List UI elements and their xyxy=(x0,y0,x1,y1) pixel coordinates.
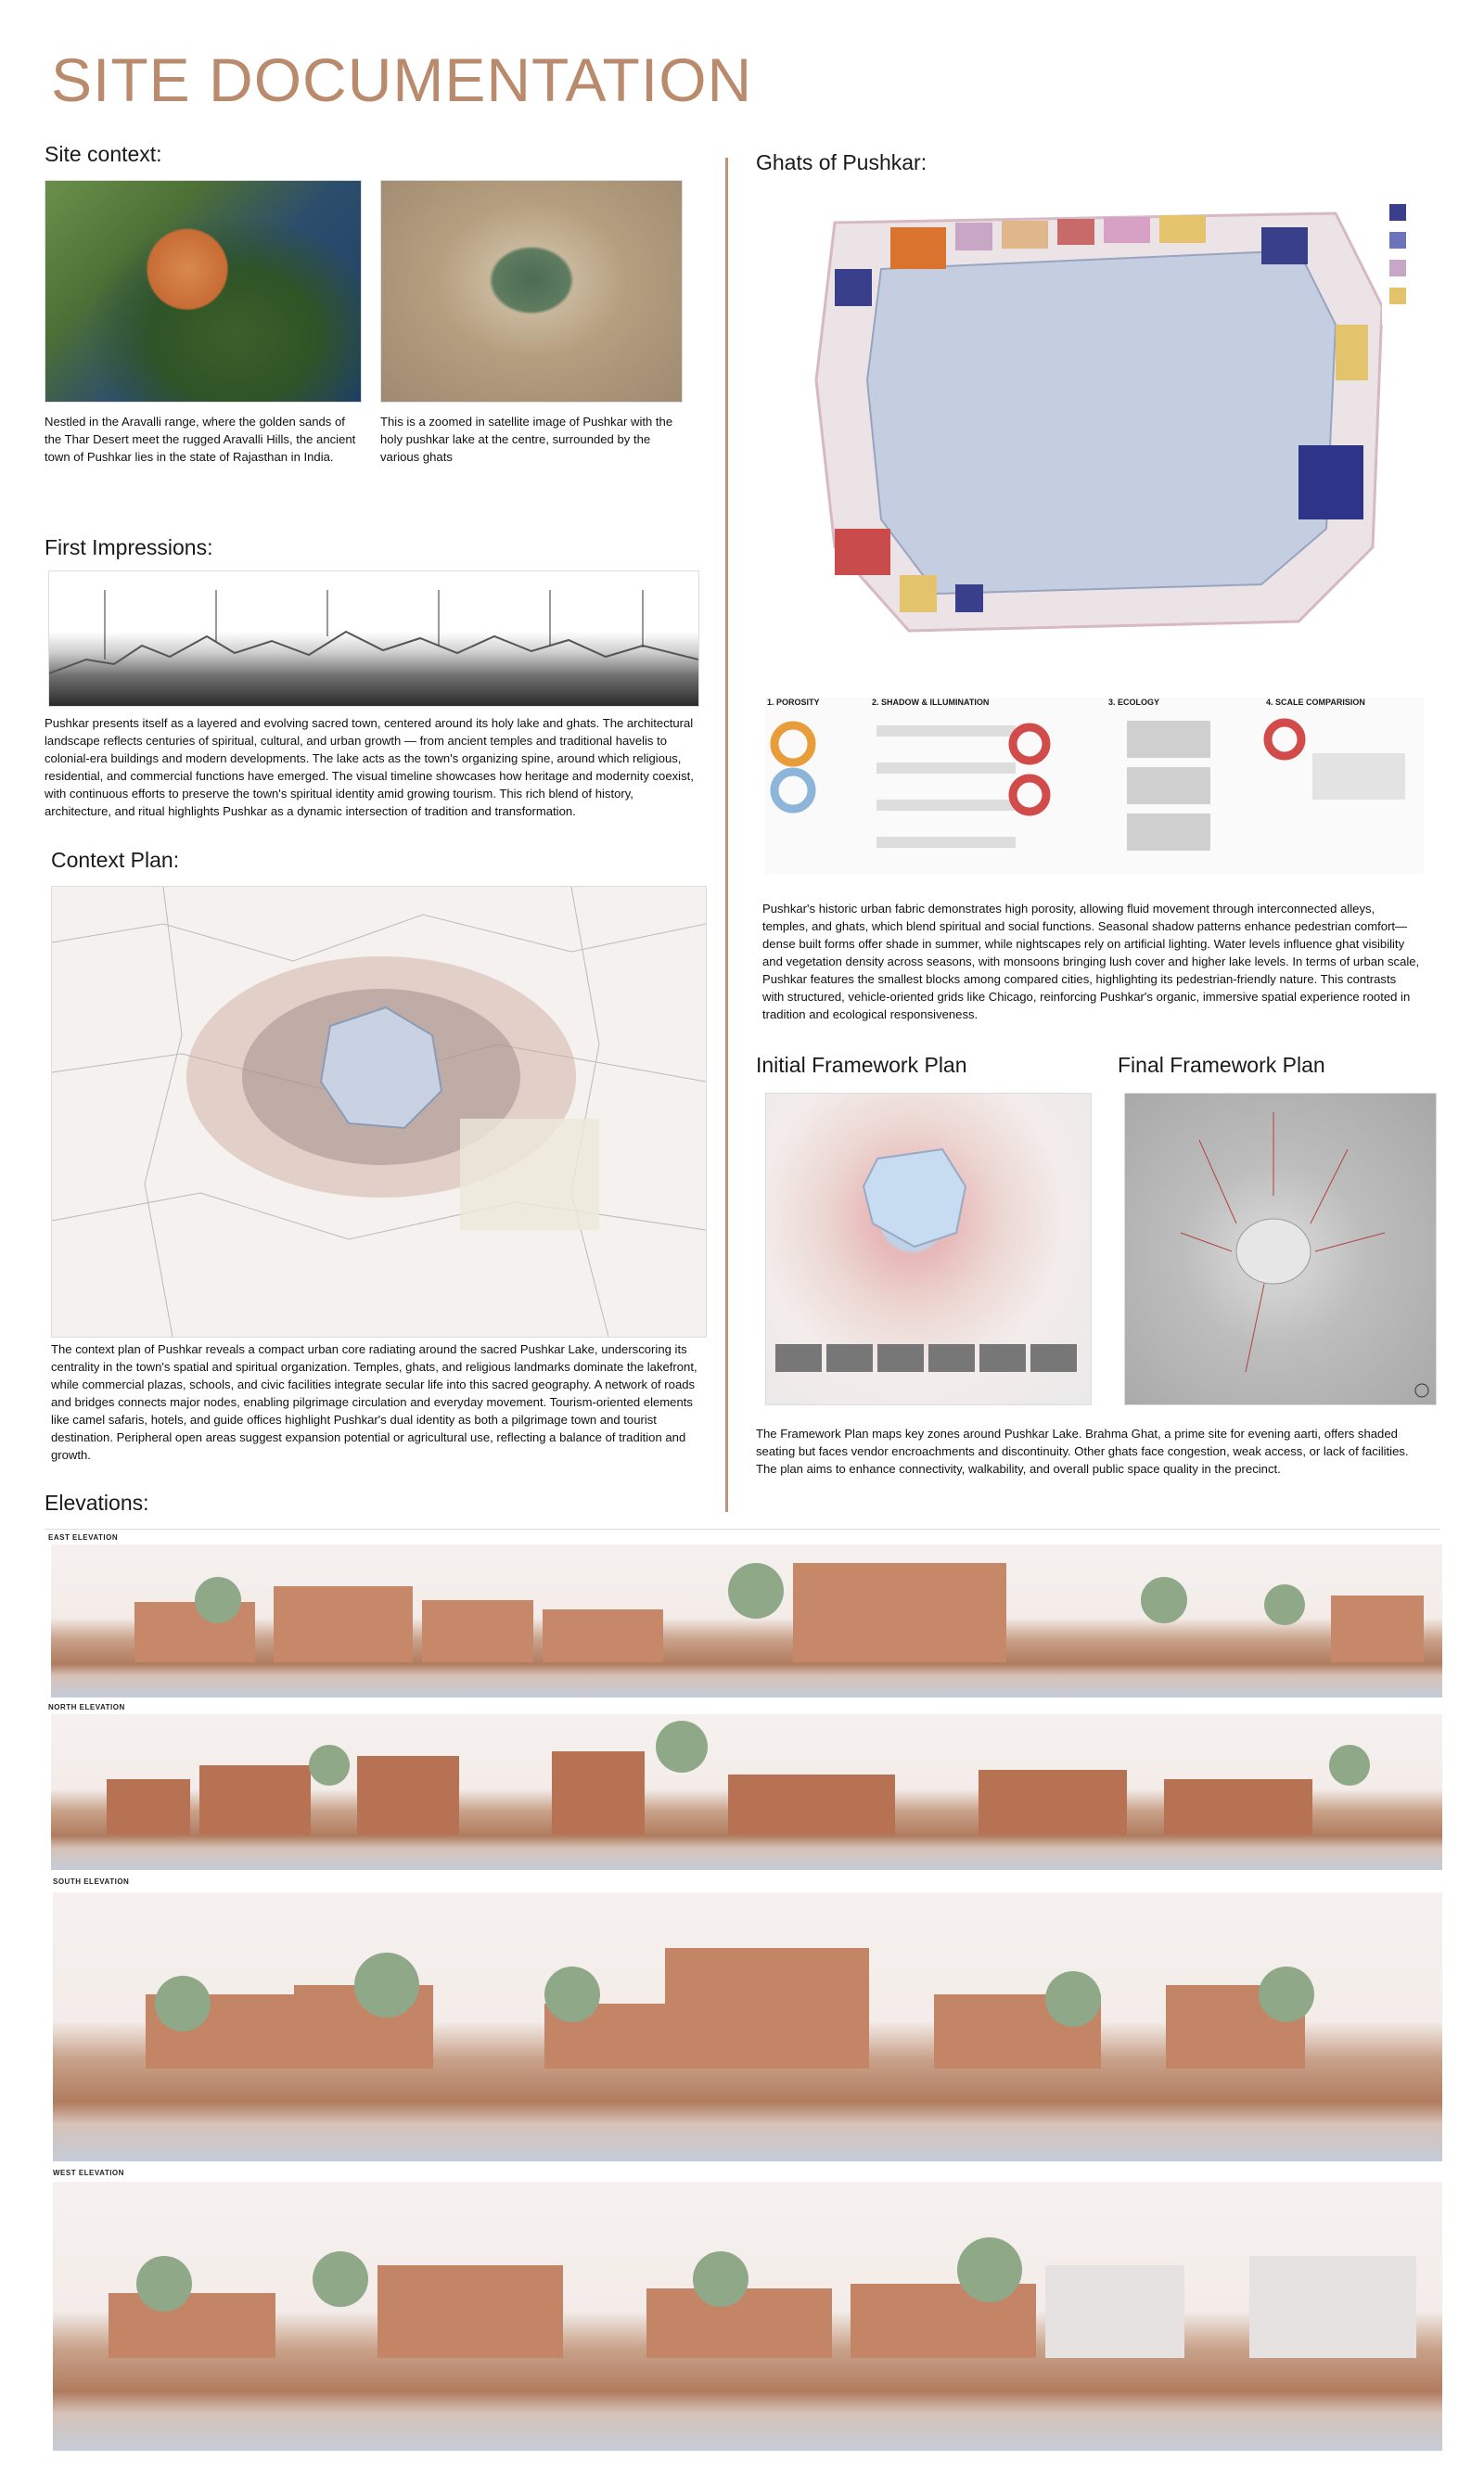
north-elevation-image xyxy=(51,1714,1442,1870)
north-elevation-label: NORTH ELEVATION xyxy=(48,1703,125,1711)
skyline-sketch xyxy=(49,571,698,706)
final-framework-heading: Final Framework Plan xyxy=(1118,1053,1325,1077)
column-divider xyxy=(725,158,728,1512)
ghats-paragraph: Pushkar's historic urban fabric demonstrates high porosity, allowing fluid movement through interconnected alleys, temples, and ghats, which blend spiritual and social functions. Seasonal shadow patterns enhance pedestrian comfort—dense built forms offer shade in summer, while nightscapes rely on artificial lighting. Water levels influence ghat visibility and vegetation density across seasons, with monsoons bringing lush cover and higher lake levels. In terms of urban scale, Pushkar features the smallest blocks among compared cities, highlighting its pedestrian-friendly nature. This contrasts with structured, vehicle-oriented grids like Chicago, reinforcing Pushkar's organic, immersive spatial experience rooted in tradition and ecological responsiveness. xyxy=(762,902,1420,1021)
east-elevation-drawing xyxy=(51,1544,1442,1698)
site-context-caption-left: Nestled in the Aravalli range, where the golden sands of the Thar Desert meet the rugged Aravalli Hills, the ancient town of Pushkar lies in the state of Rajasthan in India. xyxy=(45,415,356,464)
india-map-image xyxy=(45,180,362,403)
analysis-graphics xyxy=(765,698,1424,874)
analysis-title-ecology: 3. ECOLOGY xyxy=(1108,698,1160,707)
context-plan-image xyxy=(51,886,707,1338)
analysis-title-scale: 4. SCALE COMPARISION xyxy=(1266,698,1365,707)
west-elevation-drawing xyxy=(53,2182,1442,2451)
analysis-panel xyxy=(765,698,1424,874)
first-impressions-paragraph: Pushkar presents itself as a layered and evolving sacred town, centered around its holy lake and ghats. The architectural landscape reflects centuries of spiritual, cultural, and urban growth — from ancient temples and traditional havelis to colonial-era buildings and modern developments. The lake acts as the town's organizing spine, around which religious, residential, and commercial functions have emerged. The visual timeline showcases how heritage and modernity coexist, with continuous efforts to preserve the town's spiritual identity amid growing tourism. This rich blend of history, architecture, and ritual highlights Pushkar as a dynamic intersection of tradition and transformation. xyxy=(45,716,694,818)
framework-paragraph: The Framework Plan maps key zones around Pushkar Lake. Brahma Ghat, a prime site for evening aarti, offers shaded seating but faces vendor encroachments and discontinuity. Other ghats face congestion, weak access, or lack of facilities. The plan aims to enhance connectivity, walkability, and overall public space quality in the precinct. xyxy=(756,1427,1409,1476)
east-elevation-image xyxy=(51,1544,1442,1698)
first-impressions-heading: First Impressions: xyxy=(45,535,213,559)
site-context-heading: Site context: xyxy=(45,142,162,166)
site-context-caption-right: This is a zoomed in satellite image of Pushkar with the holy pushkar lake at the centre, surrounded by the various ghats xyxy=(380,415,673,464)
elevations-rule xyxy=(45,1529,1440,1530)
south-elevation-drawing xyxy=(53,1892,1442,2161)
initial-framework-image xyxy=(765,1093,1092,1405)
context-plan-drawing xyxy=(52,887,706,1337)
final-framework-drawing xyxy=(1125,1094,1436,1404)
ghats-heading: Ghats of Pushkar: xyxy=(756,150,928,174)
west-elevation-label: WEST ELEVATION xyxy=(53,2169,124,2177)
analysis-title-shadow: 2. SHADOW & ILLUMINATION xyxy=(872,698,990,707)
elevations-heading: Elevations: xyxy=(45,1491,149,1515)
context-plan-heading: Context Plan: xyxy=(51,848,180,872)
east-elevation-label: EAST ELEVATION xyxy=(48,1533,119,1542)
page-title: SITE DOCUMENTATION xyxy=(51,45,753,114)
west-elevation-image xyxy=(53,2182,1442,2451)
ghats-plan-drawing xyxy=(779,195,1433,659)
timeline-panorama-image xyxy=(48,570,699,707)
south-elevation-label: SOUTH ELEVATION xyxy=(53,1877,130,1886)
final-framework-image xyxy=(1124,1093,1437,1405)
ghats-plan-image xyxy=(779,195,1433,659)
analysis-title-porosity: 1. POROSITY xyxy=(767,698,820,707)
initial-framework-heading: Initial Framework Plan xyxy=(756,1053,967,1077)
context-plan-paragraph: The context plan of Pushkar reveals a compact urban core radiating around the sacred Pushkar Lake, underscoring its centrality in the town's spatial and spiritual organization. Temples, ghats, and religious landmarks dominate the lakefront, while commercial plazas, schools, and civic facilities integrate secular life into this sacred geography. A network of roads and bridges connects major nodes, enabling pilgrimage circulation and everyday movement. Tourism-oriented elements like camel safaris, hotels, and guide offices highlight Pushkar's dual identity as both a pilgrimage town and tourist destination. Peripheral open areas suggest expansion potential or agricultural use, reflecting a balance of tradition and growth. xyxy=(51,1342,697,1462)
north-elevation-drawing xyxy=(51,1714,1442,1870)
initial-framework-drawing xyxy=(766,1094,1091,1404)
pushkar-satellite-image xyxy=(380,180,683,403)
south-elevation-image xyxy=(53,1892,1442,2161)
